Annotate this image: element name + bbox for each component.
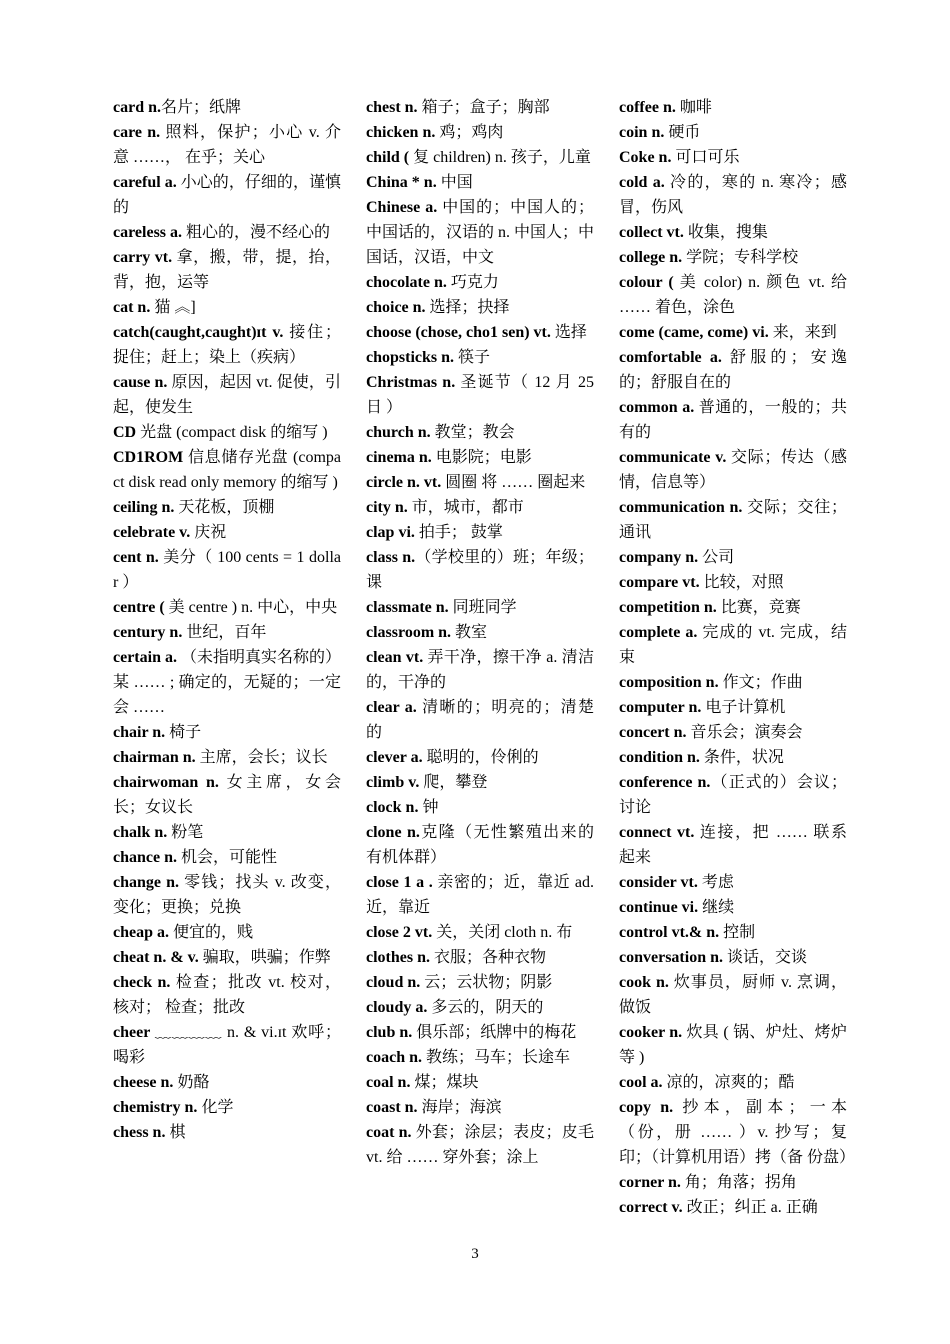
entry-headword: chairman n. bbox=[113, 749, 200, 766]
entry-headword: collect vt. bbox=[619, 224, 688, 241]
dictionary-entry bbox=[113, 420, 341, 445]
entry-definition: 控制 bbox=[723, 924, 756, 941]
entry-definition: 化学 bbox=[201, 1099, 234, 1116]
dictionary-entry bbox=[113, 595, 341, 620]
dictionary-entry bbox=[619, 770, 847, 820]
entry-definition: 粉笔 bbox=[171, 824, 204, 841]
dictionary-entry bbox=[366, 770, 594, 795]
dictionary-entry bbox=[619, 920, 847, 945]
entry-definition: 云；云状物；阴影 bbox=[424, 974, 553, 991]
dictionary-entry bbox=[113, 1020, 341, 1070]
dictionary-entry bbox=[619, 220, 847, 245]
entry-definition: 凉的，凉爽的；酷 bbox=[666, 1074, 795, 1091]
entry-definition: 中国 bbox=[440, 174, 473, 191]
dictionary-entry bbox=[366, 1045, 594, 1070]
entry-definition: 克隆（无性繁殖出来的有机体群） bbox=[366, 824, 594, 866]
entry-headword: cinema n. bbox=[366, 449, 436, 466]
entry-definition: 舒服的；安逸的；舒服自在的 bbox=[619, 349, 847, 391]
entry-definition: 名片；纸牌 bbox=[161, 99, 242, 116]
dictionary-entry bbox=[366, 120, 594, 145]
entry-headword: choose (chose, cho1 sen) vt. bbox=[366, 324, 555, 341]
dictionary-entry bbox=[113, 945, 341, 970]
dictionary-entry bbox=[366, 695, 594, 745]
entry-definition: 海岸；海滨 bbox=[421, 1099, 502, 1116]
entry-headword: celebrate v. bbox=[113, 524, 195, 541]
entry-headword: Chinese a. bbox=[366, 199, 443, 216]
dictionary-entry bbox=[366, 420, 594, 445]
entry-headword: careful a. bbox=[113, 174, 181, 191]
dictionary-entry bbox=[366, 645, 594, 695]
entry-definition: 拿，搬，带，提，抬，背，抱，运等 bbox=[113, 249, 341, 291]
entry-headword: clever a. bbox=[366, 749, 427, 766]
entry-definition: 公司 bbox=[702, 549, 735, 566]
dictionary-entry bbox=[113, 820, 341, 845]
dictionary-entry bbox=[113, 545, 341, 595]
entry-headword: chocolate n. bbox=[366, 274, 451, 291]
entry-headword: check n. bbox=[113, 974, 176, 991]
entry-definition: 聪明的，伶俐的 bbox=[426, 749, 539, 766]
dictionary-entry bbox=[113, 120, 341, 170]
entry-definition: 筷子 bbox=[458, 349, 491, 366]
entry-definition: 椅子 bbox=[169, 724, 202, 741]
entry-headword: clear a. bbox=[366, 699, 423, 716]
column-2 bbox=[366, 95, 594, 1170]
dictionary-entry bbox=[113, 720, 341, 745]
entry-headword: care n. bbox=[113, 124, 166, 141]
entry-definition: 炊事员，厨师 v. 烹调，做饭 bbox=[619, 974, 847, 1016]
dictionary-entry bbox=[619, 745, 847, 770]
entry-definition: 衣服；各种衣物 bbox=[434, 949, 547, 966]
entry-definition: 中国的；中国人的；中国话的，汉语的 n. 中国人；中国话，汉语，中文 bbox=[366, 199, 595, 266]
entry-definition: 抄本，副本；一本（份，册 …… ）v. 抄写；复印；（计算机用语）拷（备 份盘） bbox=[619, 1099, 856, 1166]
entry-definition: 原因，起因 vt. 促使，引起，使发生 bbox=[113, 374, 341, 416]
entry-definition: 复 children) n. 孩子，儿童 bbox=[413, 149, 591, 166]
entry-headword: cheese n. bbox=[113, 1074, 178, 1091]
entry-headword: communication n. bbox=[619, 499, 748, 516]
entry-headword: corner n. bbox=[619, 1174, 685, 1191]
entry-definition: 棋 bbox=[169, 1124, 186, 1141]
entry-headword: cloudy a. bbox=[366, 999, 432, 1016]
entry-definition: 箱子；盒子；胸部 bbox=[421, 99, 550, 116]
entry-headword: copy n. bbox=[619, 1099, 683, 1116]
dictionary-entry bbox=[113, 745, 341, 770]
entry-headword: club n. bbox=[366, 1024, 417, 1041]
entry-definition: 电影院；电影 bbox=[435, 449, 532, 466]
entry-definition: 亲密的；近，靠近 ad. 近，靠近 bbox=[366, 874, 594, 916]
entry-headword: cool a. bbox=[619, 1074, 667, 1091]
entry-definition: 普通的，一般的；共有的 bbox=[619, 399, 847, 441]
entry-definition: 教室 bbox=[455, 624, 488, 641]
dictionary-entry bbox=[113, 920, 341, 945]
entry-definition: 粗心的，漫不经心的 bbox=[186, 224, 331, 241]
entry-definition: 机会，可能性 bbox=[181, 849, 278, 866]
dictionary-entry bbox=[113, 495, 341, 520]
entry-headword: close 1 a . bbox=[366, 874, 438, 891]
entry-headword: connect vt. bbox=[619, 824, 700, 841]
entry-definition: 圣诞节（ 12 月 25 日 ） bbox=[366, 374, 594, 416]
dictionary-entry bbox=[366, 795, 594, 820]
entry-definition: 谈话，交谈 bbox=[727, 949, 808, 966]
entry-definition: 角；角落；拐角 bbox=[684, 1174, 797, 1191]
dictionary-entry bbox=[113, 845, 341, 870]
dictionary-entry bbox=[619, 670, 847, 695]
entry-headword: classroom n. bbox=[366, 624, 456, 641]
entry-headword: clap vi. bbox=[366, 524, 419, 541]
entry-definition: 主席，会长；议长 bbox=[199, 749, 328, 766]
column-3 bbox=[619, 95, 856, 1220]
dictionary-entry bbox=[113, 445, 341, 495]
entry-definition: ﹏﹏﹏﹏ n. & vi.ɪt 欢呼； 喝彩 bbox=[113, 1024, 341, 1066]
dictionary-entry bbox=[619, 320, 847, 345]
dictionary-entry bbox=[113, 245, 341, 295]
dictionary-entry bbox=[619, 595, 847, 620]
dictionary-entry bbox=[113, 620, 341, 645]
dictionary-entry bbox=[366, 295, 594, 320]
entry-definition: 光盘 (compact disk 的缩写 ) bbox=[140, 424, 328, 441]
dictionary-entry bbox=[619, 970, 847, 1020]
entry-definition: 多云的，阴天的 bbox=[431, 999, 544, 1016]
entry-definition: 美 color) n. 颜色 vt. 给 …… 着色，涂色 bbox=[619, 274, 847, 316]
entry-headword: child ( bbox=[366, 149, 414, 166]
dictionary-entry bbox=[113, 520, 341, 545]
entry-headword: circle n. vt. bbox=[366, 474, 446, 491]
entry-headword: chair n. bbox=[113, 724, 170, 741]
entry-headword: continue vi. bbox=[619, 899, 703, 916]
entry-definition: 选择 bbox=[554, 324, 587, 341]
dictionary-entry bbox=[113, 295, 341, 320]
entry-headword: coffee n. bbox=[619, 99, 680, 116]
entry-headword: Coke n. bbox=[619, 149, 676, 166]
dictionary-entry bbox=[366, 920, 594, 945]
entry-definition: 继续 bbox=[702, 899, 735, 916]
entry-headword: coat n. bbox=[366, 1124, 416, 1141]
entry-definition: 美 centre ) n. 中心，中央 bbox=[168, 599, 338, 616]
entry-headword: chest n. bbox=[366, 99, 422, 116]
entry-definition: 世纪，百年 bbox=[186, 624, 267, 641]
dictionary-entry bbox=[366, 370, 594, 420]
entry-definition: （学校里的）班；年级；课 bbox=[366, 549, 594, 591]
entry-headword: chess n. bbox=[113, 1124, 170, 1141]
dictionary-entry bbox=[619, 95, 847, 120]
entry-definition: 交际；传达（感情，信息等） bbox=[619, 449, 847, 491]
page-number: 3 bbox=[471, 1246, 479, 1262]
entry-definition: 煤；煤块 bbox=[414, 1074, 479, 1091]
entry-definition: 俱乐部；纸牌中的梅花 bbox=[416, 1024, 577, 1041]
entry-headword: clone n. bbox=[366, 824, 420, 841]
entry-headword: chopsticks n. bbox=[366, 349, 459, 366]
entry-definition: 信息储存光盘 (compact disk read only memory 的缩写 ) bbox=[113, 449, 341, 491]
entry-definition: 钟 bbox=[422, 799, 439, 816]
entry-definition: 关，关闭 cloth n. 布 bbox=[436, 924, 573, 941]
dictionary-entry bbox=[366, 270, 594, 295]
dictionary-entry bbox=[366, 745, 594, 770]
entry-headword: cooker n. bbox=[619, 1024, 687, 1041]
entry-definition: 美分（ 100 cents = 1 dollar ） bbox=[113, 549, 341, 591]
dictionary-entry bbox=[113, 645, 341, 720]
dictionary-entry bbox=[619, 270, 847, 320]
entry-headword: climb v. bbox=[366, 774, 424, 791]
entry-headword: comfortable a. bbox=[619, 349, 731, 366]
dictionary-entry bbox=[113, 170, 341, 220]
entry-headword: cat n. bbox=[113, 299, 155, 316]
entry-headword: careless a. bbox=[113, 224, 187, 241]
dictionary-entry bbox=[619, 395, 847, 445]
dictionary-entry bbox=[619, 170, 847, 220]
entry-headword: century n. bbox=[113, 624, 187, 641]
entry-definition: 来，来到 bbox=[772, 324, 837, 341]
entry-headword: close 2 vt. bbox=[366, 924, 437, 941]
dictionary-entry bbox=[366, 170, 594, 195]
entry-definition: 骗取，哄骗；作弊 bbox=[202, 949, 331, 966]
entry-headword: centre ( bbox=[113, 599, 169, 616]
entry-definition: 教练；马车；长途车 bbox=[426, 1049, 571, 1066]
dictionary-entry bbox=[619, 1070, 847, 1095]
entry-definition: 音乐会；演奏会 bbox=[690, 724, 803, 741]
entry-definition: 检查；批改 vt. 校对，核对； 检查；批改 bbox=[113, 974, 341, 1016]
dictionary-entry bbox=[619, 870, 847, 895]
dictionary-entry bbox=[619, 570, 847, 595]
entry-definition: 外套；涂层；表皮；皮毛 vt. 给 …… 穿外套；涂上 bbox=[366, 1124, 594, 1166]
dictionary-entry bbox=[619, 495, 847, 545]
dictionary-entry bbox=[619, 145, 847, 170]
entry-headword: coal n. bbox=[366, 1074, 415, 1091]
dictionary-entry bbox=[366, 520, 594, 545]
dictionary-entry bbox=[619, 1020, 847, 1070]
dictionary-entry bbox=[366, 195, 594, 270]
entry-definition: 弄干净，擦干净 a. 清洁的，干净的 bbox=[366, 649, 594, 691]
entry-headword: catch(caught,caught)ɪt v. bbox=[113, 324, 290, 341]
entry-definition: 学院；专科学校 bbox=[686, 249, 799, 266]
entry-definition: 选择；抉择 bbox=[429, 299, 510, 316]
entry-headword: complete a. bbox=[619, 624, 703, 641]
dictionary-entry bbox=[113, 1070, 341, 1095]
entry-definition: 连接，把 …… 联系起来 bbox=[619, 824, 847, 866]
dictionary-entry bbox=[619, 720, 847, 745]
entry-definition: 猫 ︽] bbox=[154, 299, 196, 316]
entry-headword: carry vt. bbox=[113, 249, 177, 266]
dictionary-entry bbox=[366, 95, 594, 120]
entry-headword: come (came, come) vi. bbox=[619, 324, 773, 341]
entry-headword: coach n. bbox=[366, 1049, 426, 1066]
entry-headword: cloud n. bbox=[366, 974, 425, 991]
entry-headword: cause n. bbox=[113, 374, 172, 391]
entry-definition: 接住；捉住；赶上；染上（疾病） bbox=[113, 324, 341, 366]
entry-headword: competition n. bbox=[619, 599, 721, 616]
dictionary-entry bbox=[366, 545, 594, 595]
entry-headword: chance n. bbox=[113, 849, 181, 866]
entry-headword: correct v. bbox=[619, 1199, 687, 1216]
entry-headword: chicken n. bbox=[366, 124, 440, 141]
entry-headword: common a. bbox=[619, 399, 699, 416]
entry-headword: China * n. bbox=[366, 174, 441, 191]
entry-headword: coin n. bbox=[619, 124, 669, 141]
dictionary-entry bbox=[619, 120, 847, 145]
dictionary-entry bbox=[619, 895, 847, 920]
entry-definition: 收集，搜集 bbox=[687, 224, 768, 241]
entry-headword: computer n. bbox=[619, 699, 706, 716]
entry-headword: coast n. bbox=[366, 1099, 422, 1116]
entry-headword: concert n. bbox=[619, 724, 691, 741]
entry-headword: colour ( bbox=[619, 274, 680, 291]
dictionary-entry bbox=[113, 95, 341, 120]
dictionary-entry bbox=[366, 970, 594, 995]
entry-definition: 硬币 bbox=[668, 124, 701, 141]
entry-definition: 便宜的，贱 bbox=[173, 924, 254, 941]
dictionary-entry bbox=[366, 1020, 594, 1045]
dictionary-entry bbox=[619, 545, 847, 570]
dictionary-entry bbox=[113, 770, 341, 820]
entry-definition: 零钱；找头 v. 改变，变化；更换；兑换 bbox=[113, 874, 341, 916]
entry-headword: choice n. bbox=[366, 299, 430, 316]
entry-headword: cheer bbox=[113, 1024, 155, 1041]
dictionary-entry bbox=[619, 1195, 847, 1220]
entry-definition: 冷的，寒的 n. 寒冷；感冒，伤风 bbox=[619, 174, 847, 216]
entry-definition: 爬，攀登 bbox=[423, 774, 488, 791]
dictionary-entry bbox=[113, 370, 341, 420]
dictionary-entry bbox=[366, 620, 594, 645]
dictionary-entry bbox=[113, 320, 341, 370]
entry-headword: chemistry n. bbox=[113, 1099, 202, 1116]
entry-definition: 女主席，女会长；女议长 bbox=[113, 774, 341, 816]
dictionary-entry bbox=[366, 345, 594, 370]
dictionary-entry bbox=[366, 595, 594, 620]
entry-definition: 咖啡 bbox=[679, 99, 712, 116]
entry-headword: clothes n. bbox=[366, 949, 434, 966]
entry-headword: card n. bbox=[113, 99, 161, 116]
entry-definition: 拍手； 鼓掌 bbox=[418, 524, 503, 541]
entry-headword: classmate n. bbox=[366, 599, 453, 616]
dictionary-entry bbox=[366, 870, 594, 920]
entry-headword: conference n. bbox=[619, 774, 711, 791]
entry-definition: 鸡；鸡肉 bbox=[439, 124, 504, 141]
entry-headword: composition n. bbox=[619, 674, 723, 691]
entry-headword: control vt.& n. bbox=[619, 924, 724, 941]
entry-definition: 条件，状况 bbox=[703, 749, 784, 766]
dictionary-entry bbox=[366, 1120, 594, 1170]
dictionary-entry bbox=[619, 945, 847, 970]
entry-headword: church n. bbox=[366, 424, 435, 441]
dictionary-entry bbox=[113, 220, 341, 245]
dictionary-entry bbox=[366, 945, 594, 970]
entry-definition: 天花板，顶棚 bbox=[178, 499, 275, 516]
entry-headword: company n. bbox=[619, 549, 703, 566]
dictionary-entry bbox=[366, 1070, 594, 1095]
dictionary-entry bbox=[619, 1170, 847, 1195]
entry-definition: 改正；纠正 a. 正确 bbox=[686, 1199, 818, 1216]
dictionary-entry bbox=[113, 970, 341, 1020]
entry-headword: consider vt. bbox=[619, 874, 702, 891]
entry-headword: CD bbox=[113, 424, 141, 441]
entry-definition: 完成的 vt. 完成，结束 bbox=[619, 624, 847, 666]
entry-headword: class n. bbox=[366, 549, 416, 566]
entry-headword: cold a. bbox=[619, 174, 671, 191]
column-1 bbox=[113, 95, 341, 1145]
entry-headword: change n. bbox=[113, 874, 185, 891]
entry-headword: clock n. bbox=[366, 799, 423, 816]
entry-definition: 巧克力 bbox=[450, 274, 499, 291]
entry-headword: compare vt. bbox=[619, 574, 704, 591]
dictionary-entry bbox=[619, 445, 847, 495]
entry-headword: certain a. bbox=[113, 649, 181, 666]
entry-definition: 市，城市，都市 bbox=[411, 499, 524, 516]
entry-headword: college n. bbox=[619, 249, 687, 266]
entry-definition: 照料，保护；小心 v. 介意 ……， 在乎；关心 bbox=[113, 124, 341, 166]
entry-definition: 同班同学 bbox=[452, 599, 517, 616]
entry-headword: city n. bbox=[366, 499, 412, 516]
dictionary-entry bbox=[366, 1095, 594, 1120]
dictionary-entry bbox=[366, 820, 594, 870]
entry-headword: cent n. bbox=[113, 549, 164, 566]
dictionary-entry bbox=[113, 1095, 341, 1120]
dictionary-entry bbox=[619, 695, 847, 720]
dictionary-entry bbox=[113, 1120, 341, 1145]
entry-definition: 清晰的；明亮的；清楚的 bbox=[366, 699, 594, 741]
entry-definition: 比较，对照 bbox=[703, 574, 784, 591]
entry-headword: chairwoman n. bbox=[113, 774, 227, 791]
entry-headword: chalk n. bbox=[113, 824, 172, 841]
entry-headword: cheat n. & v. bbox=[113, 949, 203, 966]
entry-definition: 奶酪 bbox=[177, 1074, 210, 1091]
entry-definition: 交际；交往；通讯 bbox=[619, 499, 847, 541]
entry-headword: ceiling n. bbox=[113, 499, 179, 516]
entry-definition: （正式的）会议；讨论 bbox=[619, 774, 847, 816]
entry-headword: conversation n. bbox=[619, 949, 727, 966]
entry-definition: 炊具 ( 锅、炉灶、烤炉等 ) bbox=[619, 1024, 847, 1066]
dictionary-entry bbox=[619, 1095, 856, 1170]
entry-definition: 电子计算机 bbox=[705, 699, 786, 716]
entry-headword: cook n. bbox=[619, 974, 674, 991]
dictionary-entry bbox=[366, 470, 594, 495]
dictionary-entry bbox=[366, 145, 594, 170]
entry-headword: clean vt. bbox=[366, 649, 428, 666]
entry-headword: communicate v. bbox=[619, 449, 731, 466]
dictionary-entry bbox=[366, 445, 594, 470]
dictionary-entry bbox=[366, 320, 594, 345]
dictionary-entry bbox=[619, 820, 847, 870]
dictionary-entry bbox=[366, 495, 594, 520]
entry-definition: 比赛，竞赛 bbox=[720, 599, 801, 616]
entry-definition: 庆祝 bbox=[194, 524, 227, 541]
entry-definition: 考虑 bbox=[701, 874, 734, 891]
dictionary-entry bbox=[366, 995, 594, 1020]
entry-definition: 作文；作曲 bbox=[722, 674, 803, 691]
entry-definition: 教堂；教会 bbox=[434, 424, 515, 441]
entry-definition: 圆圈 将 …… 圈起来 bbox=[445, 474, 586, 491]
entry-definition: 小心的，仔细的，谨慎的 bbox=[113, 174, 341, 216]
dictionary-entry bbox=[113, 870, 341, 920]
dictionary-entry bbox=[619, 245, 847, 270]
entry-definition: （未指明真实名称的）某 …… ; 确定的，无疑的；一定会 …… bbox=[113, 649, 341, 716]
dictionary-entry bbox=[619, 345, 847, 395]
entry-headword: cheap a. bbox=[113, 924, 173, 941]
entry-headword: CD1ROM bbox=[113, 449, 188, 466]
entry-definition: 可口可乐 bbox=[675, 149, 740, 166]
entry-headword: condition n. bbox=[619, 749, 704, 766]
entry-headword: Christmas n. bbox=[366, 374, 461, 391]
dictionary-entry bbox=[619, 620, 847, 670]
